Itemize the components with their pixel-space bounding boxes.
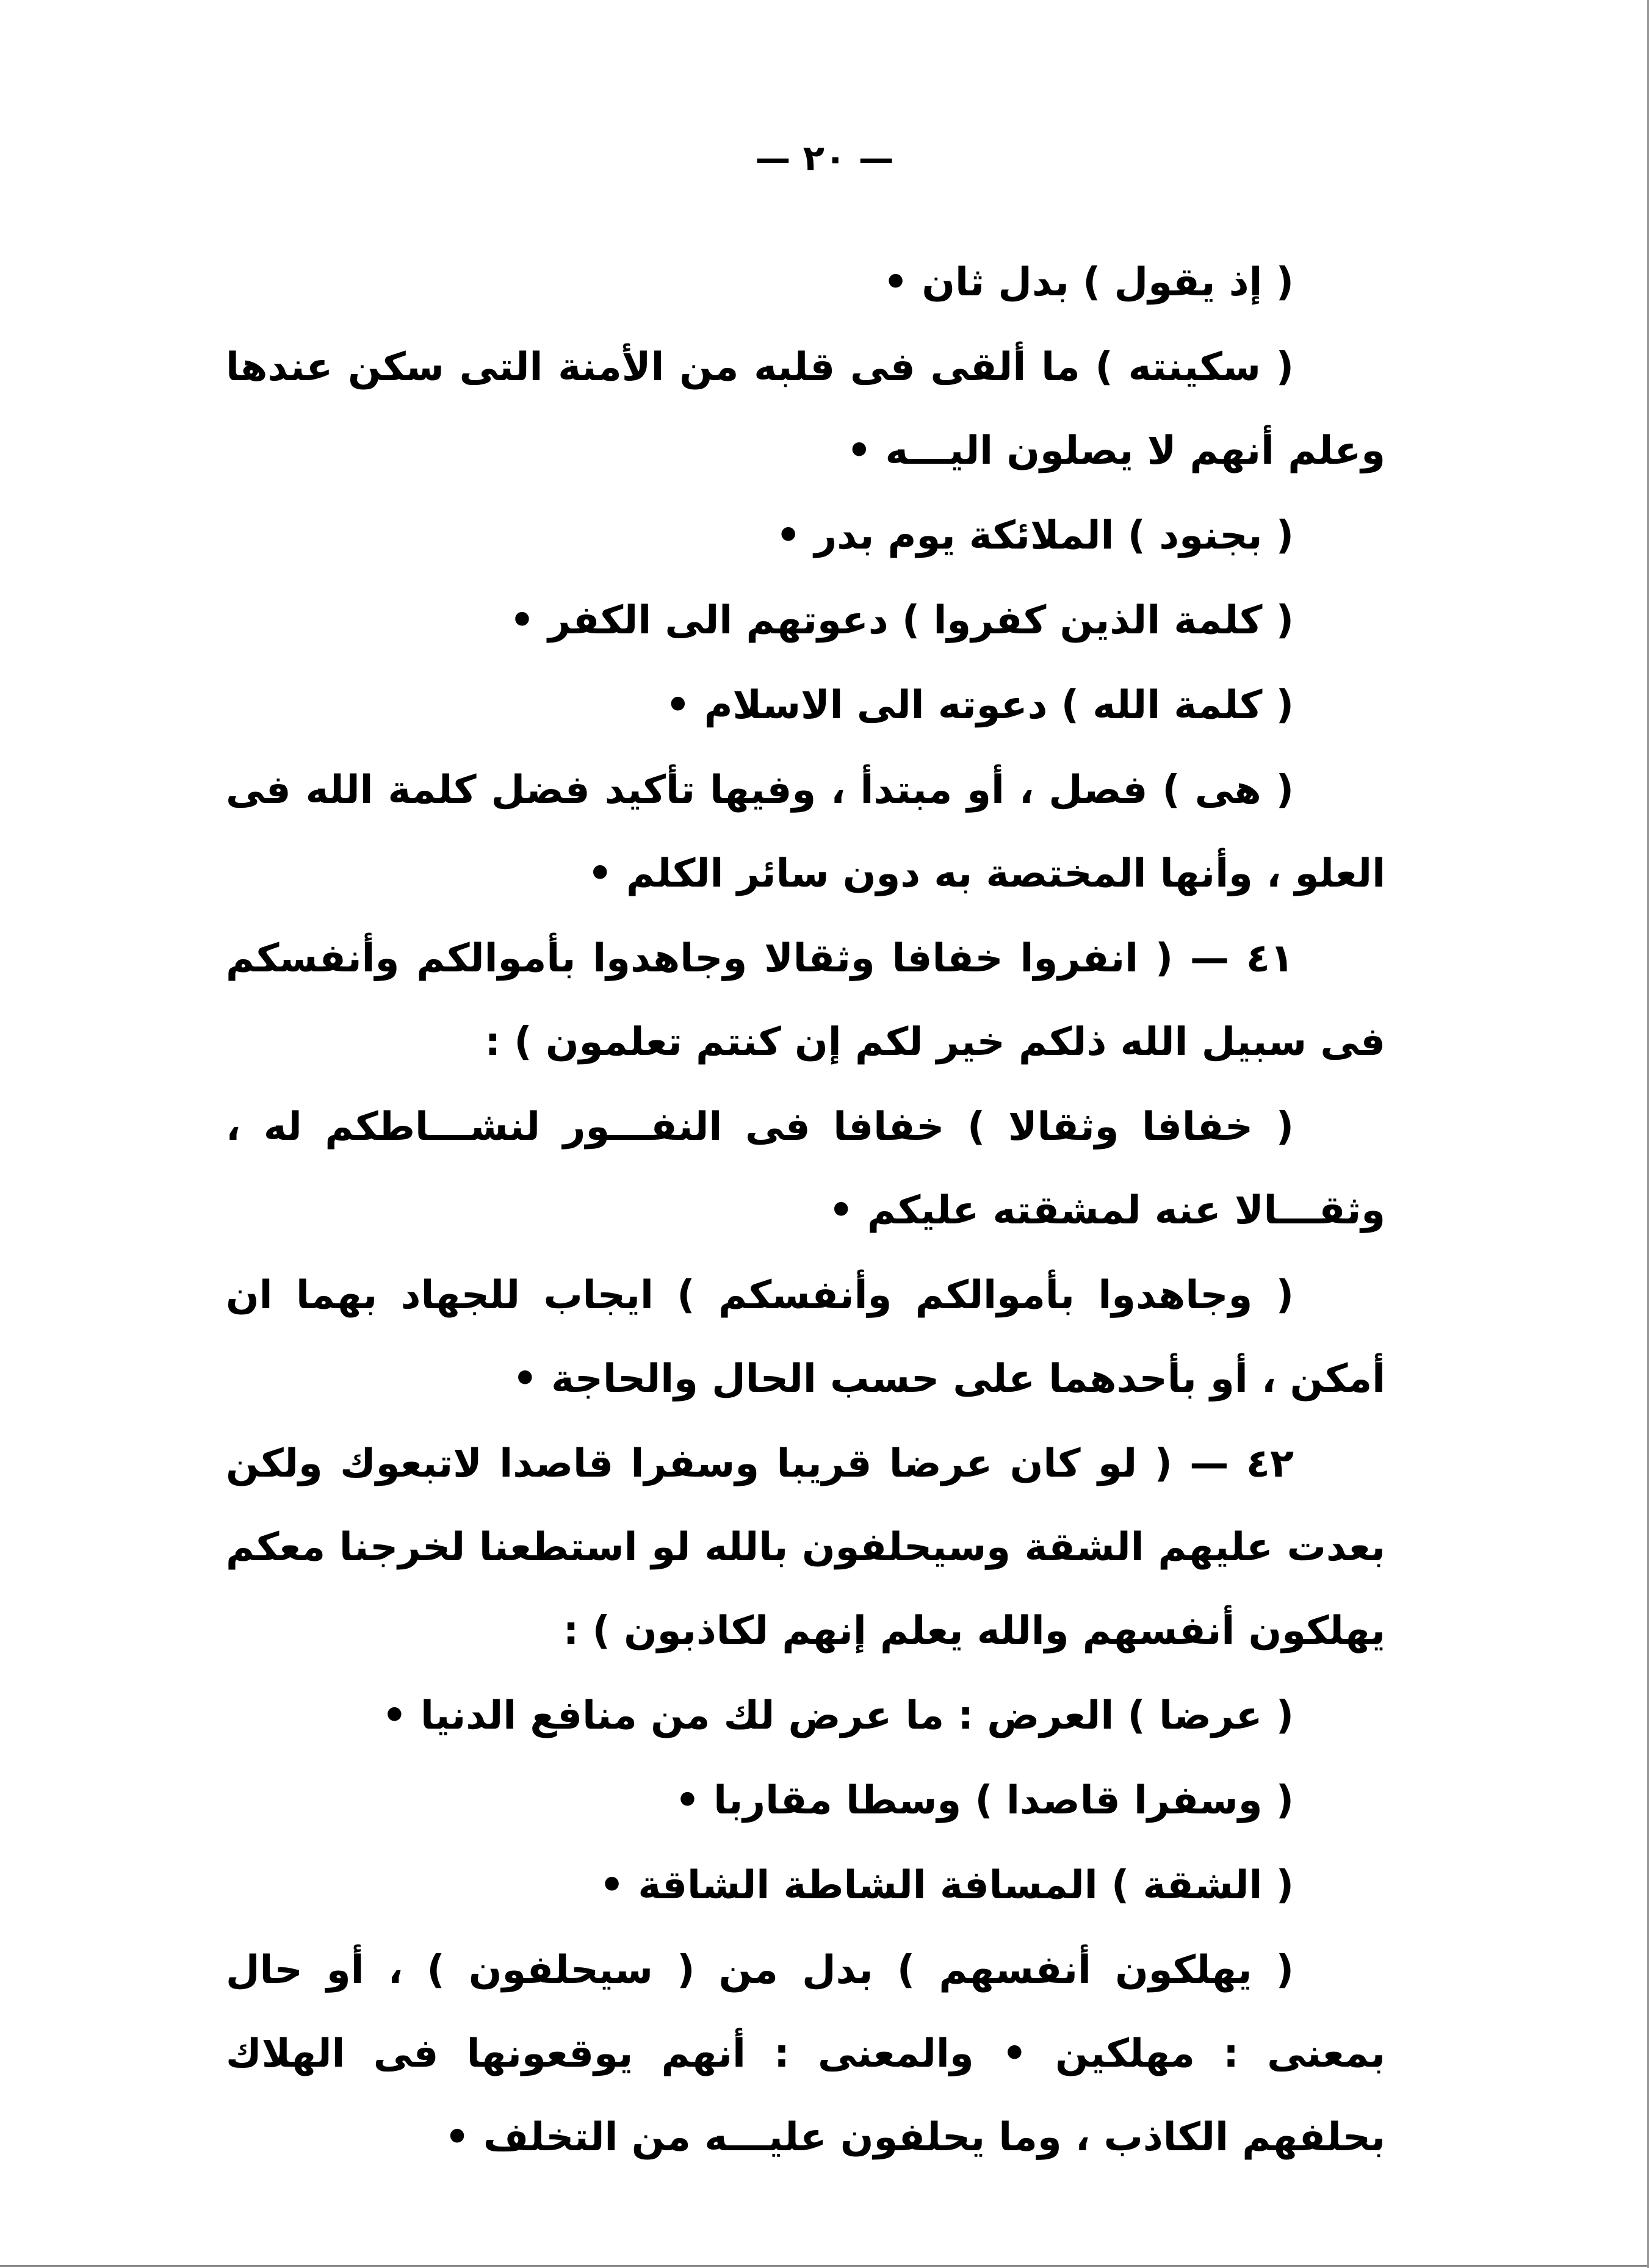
paragraph-7: ٤١ — ( انفروا خفافا وثقالا وجاهدوا بأموالكم وأنفسكم فى سبيل الله ذلكم خير لكم إن كنتم تعلمون ) : xyxy=(226,936,1385,1065)
paragraph-5: ( كلمة الله ) دعوته الى الاسلام • xyxy=(665,683,1294,728)
page-bottom-border xyxy=(0,2265,1649,2267)
paragraph-8: ( خفافا وثقالا ) خفافا فى النفـــور لنشـــاطكم له ، وثقـــالا عنه لمشقته عليكم • xyxy=(226,1104,1385,1233)
paragraph-12: ( وسفرا قاصدا ) وسطا مقاربا • xyxy=(674,1778,1294,1823)
paragraph-9: ( وجاهدوا بأموالكم وأنفسكم ) ايجاب للجهاد بهما ان أمكن ، أو بأحدهما على حسب الحال والحاجة • xyxy=(226,1273,1385,1402)
paragraph-2: ( سكينته ) ما ألقى فى قلبه من الأمنة التى سكن عندها وعلم أنهم لا يصلون اليـــه • xyxy=(226,345,1385,473)
paragraph-1: ( إذ يقول ) بدل ثان • xyxy=(883,260,1294,305)
paragraph-11: ( عرضا ) العرض : ما عرض لك من منافع الدنيا • xyxy=(381,1693,1294,1738)
paragraph-6: ( هى ) فصل ، أو مبتدأ ، وفيها تأكيد فضل كلمة الله فى العلو ، وأنها المختصة به دون سائر الكلم • xyxy=(226,768,1385,896)
page-number: — ٢٠ — xyxy=(755,137,894,179)
paragraph-4: ( كلمة الذين كفروا ) دعوتهم الى الكفر • xyxy=(509,598,1294,643)
page-body xyxy=(226,241,1385,2180)
paragraph-14: ( يهلكون أنفسهم ) بدل من ( سيحلفون ) ، أو حال بمعنى : مهلكين • والمعنى : أنهم يوقعونها فى الهلاك بحلفهم الكاذب ، وما يحلفون عليـــه من التخلف • xyxy=(226,1948,1385,2160)
paragraph-10: ٤٢ — ( لو كان عرضا قريبا وسفرا قاصدا لاتبعوك ولكن بعدت عليهم الشقة وسيحلفون بالله لو استطعنا لخرجنا معكم يهلكون أنفسهم والله يعلم إنهم لكاذبون ) : xyxy=(226,1441,1385,1654)
paragraph-13: ( الشقة ) المسافة الشاطة الشاقة • xyxy=(599,1863,1294,1908)
paragraph-3: ( بجنود ) الملائكة يوم بدر • xyxy=(776,513,1294,558)
